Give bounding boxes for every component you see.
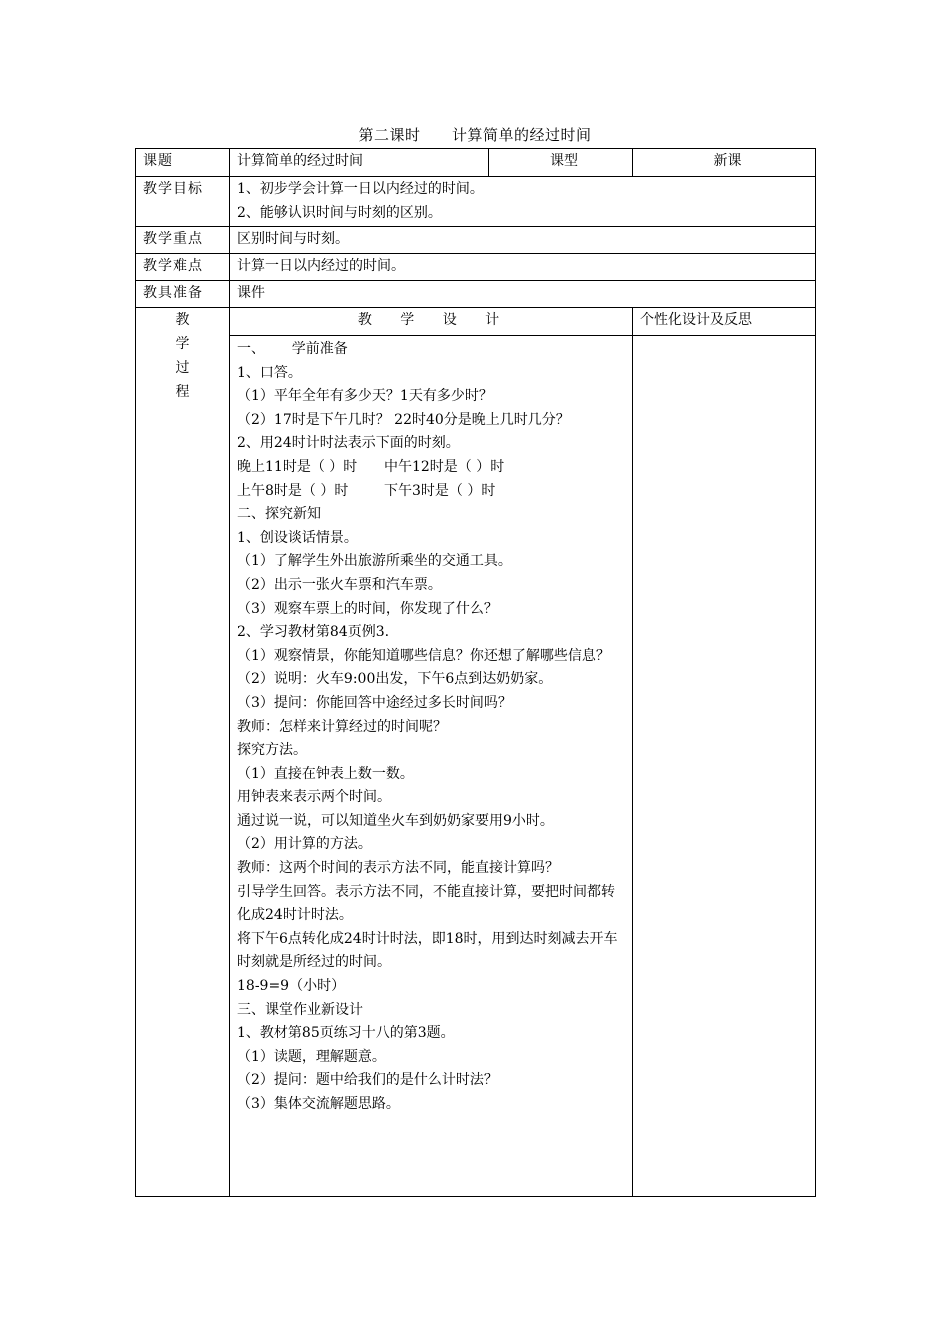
goals-cell (230, 177, 816, 227)
lesson-plan-table (135, 148, 816, 1197)
design-line: 上午8时是（ ）时 下午3时是（ ）时 (237, 482, 496, 499)
design-line: 引导学生回答。表示方法不同，不能直接计算，要把时间都转化成24时计时法。 (237, 883, 615, 924)
design-line: （2）说明：火车9:00出发，下午6点到达奶奶家。 (237, 671, 553, 688)
design-line: （1）直接在钟表上数一数。 (237, 765, 414, 782)
design-header: 教 学 设 计 (230, 308, 633, 336)
design-line: 将下午6点转化成24时计时法，即18时，用到达时刻减去开车时刻就是所经过的时间。 (237, 930, 618, 971)
design-line: 18-9=9（小时） (237, 978, 346, 995)
design-line: （1）平年全年有多少天？1天有多少时？ (237, 388, 493, 405)
design-line: 探究方法。 (237, 742, 307, 759)
design-line: 2、用24时计时法表示下面的时刻。 (237, 435, 460, 452)
difficulty-label: 教学难点 (136, 254, 230, 281)
goal-item: 1、初步学会计算一日以内经过的时间。 (237, 181, 484, 197)
design-line: （2）用计算的方法。 (237, 836, 372, 853)
key-label: 教学重点 (136, 227, 230, 254)
design-line: （1）了解学生外出旅游所乘坐的交通工具。 (237, 553, 512, 570)
topic-value: 计算简单的经过时间 (230, 149, 489, 177)
design-line: （3）观察车票上的时间，你发现了什么？ (237, 600, 498, 617)
row-key (136, 227, 816, 254)
goal-item: 2、能够认识时间与时刻的区别。 (237, 205, 442, 221)
goals-label: 教学目标 (136, 177, 230, 227)
design-line: 1、口答。 (237, 364, 302, 381)
design-line: 三、课堂作业新设计 (237, 1001, 363, 1018)
topic-label: 课题 (136, 149, 230, 177)
key-value: 区别时间与时刻。 (230, 227, 816, 254)
design-line: （2）出示一张火车票和汽车票。 (237, 576, 442, 593)
design-line: （1）观察情景，你能知道哪些信息？你还想了解哪些信息？ (237, 647, 610, 664)
tools-label: 教具准备 (136, 281, 230, 308)
design-line: 2、学习教材第84页例3. (237, 624, 390, 641)
tools-value: 课件 (230, 281, 816, 308)
row-difficulty (136, 254, 816, 281)
reflection-content (633, 336, 816, 1197)
design-line: 1、创设谈话情景。 (237, 529, 358, 546)
design-content (230, 336, 633, 1197)
design-line: 1、教材第85页练习十八的第3题。 (237, 1025, 455, 1042)
process-label-char: 过 (175, 360, 190, 376)
process-label-char: 教 (175, 312, 190, 328)
process-label (136, 308, 230, 1197)
type-value: 新课 (633, 149, 816, 177)
row-process-header (136, 308, 816, 336)
row-process-body (136, 336, 816, 1197)
design-line: 二、探究新知 (237, 506, 321, 523)
design-line: 用钟表来表示两个时间。 (237, 789, 391, 806)
difficulty-value: 计算一日以内经过的时间。 (230, 254, 816, 281)
type-label: 课型 (489, 149, 633, 177)
process-label-char: 学 (175, 336, 190, 352)
row-topic (136, 149, 816, 177)
design-line: （2）提问：题中给我们的是什么计时法？ (237, 1072, 498, 1089)
design-line: 教师：这两个时间的表示方法不同，能直接计算吗？ (237, 860, 559, 877)
design-line: （2）17时是下午几时？ 22时40分是晚上几时几分？ (237, 411, 570, 428)
reflection-header: 个性化设计及反思 (633, 308, 816, 336)
page-title: 第二课时 计算简单的经过时间 (358, 126, 592, 144)
design-line: （3）集体交流解题思路。 (237, 1096, 400, 1112)
design-line: （1）读题，理解题意。 (237, 1048, 386, 1065)
design-line: 晚上11时是（ ）时 中午12时是（ ）时 (237, 458, 505, 475)
process-label-char: 程 (175, 384, 190, 400)
row-tools (136, 281, 816, 308)
row-goals (136, 177, 816, 227)
design-line: 通过说一说，可以知道坐火车到奶奶家要用9小时。 (237, 812, 554, 829)
design-line: （3）提问：你能回答中途经过多长时间吗？ (237, 694, 512, 711)
design-line: 教师：怎样来计算经过的时间呢？ (237, 718, 447, 735)
design-line: 一、 学前准备 (237, 341, 348, 357)
